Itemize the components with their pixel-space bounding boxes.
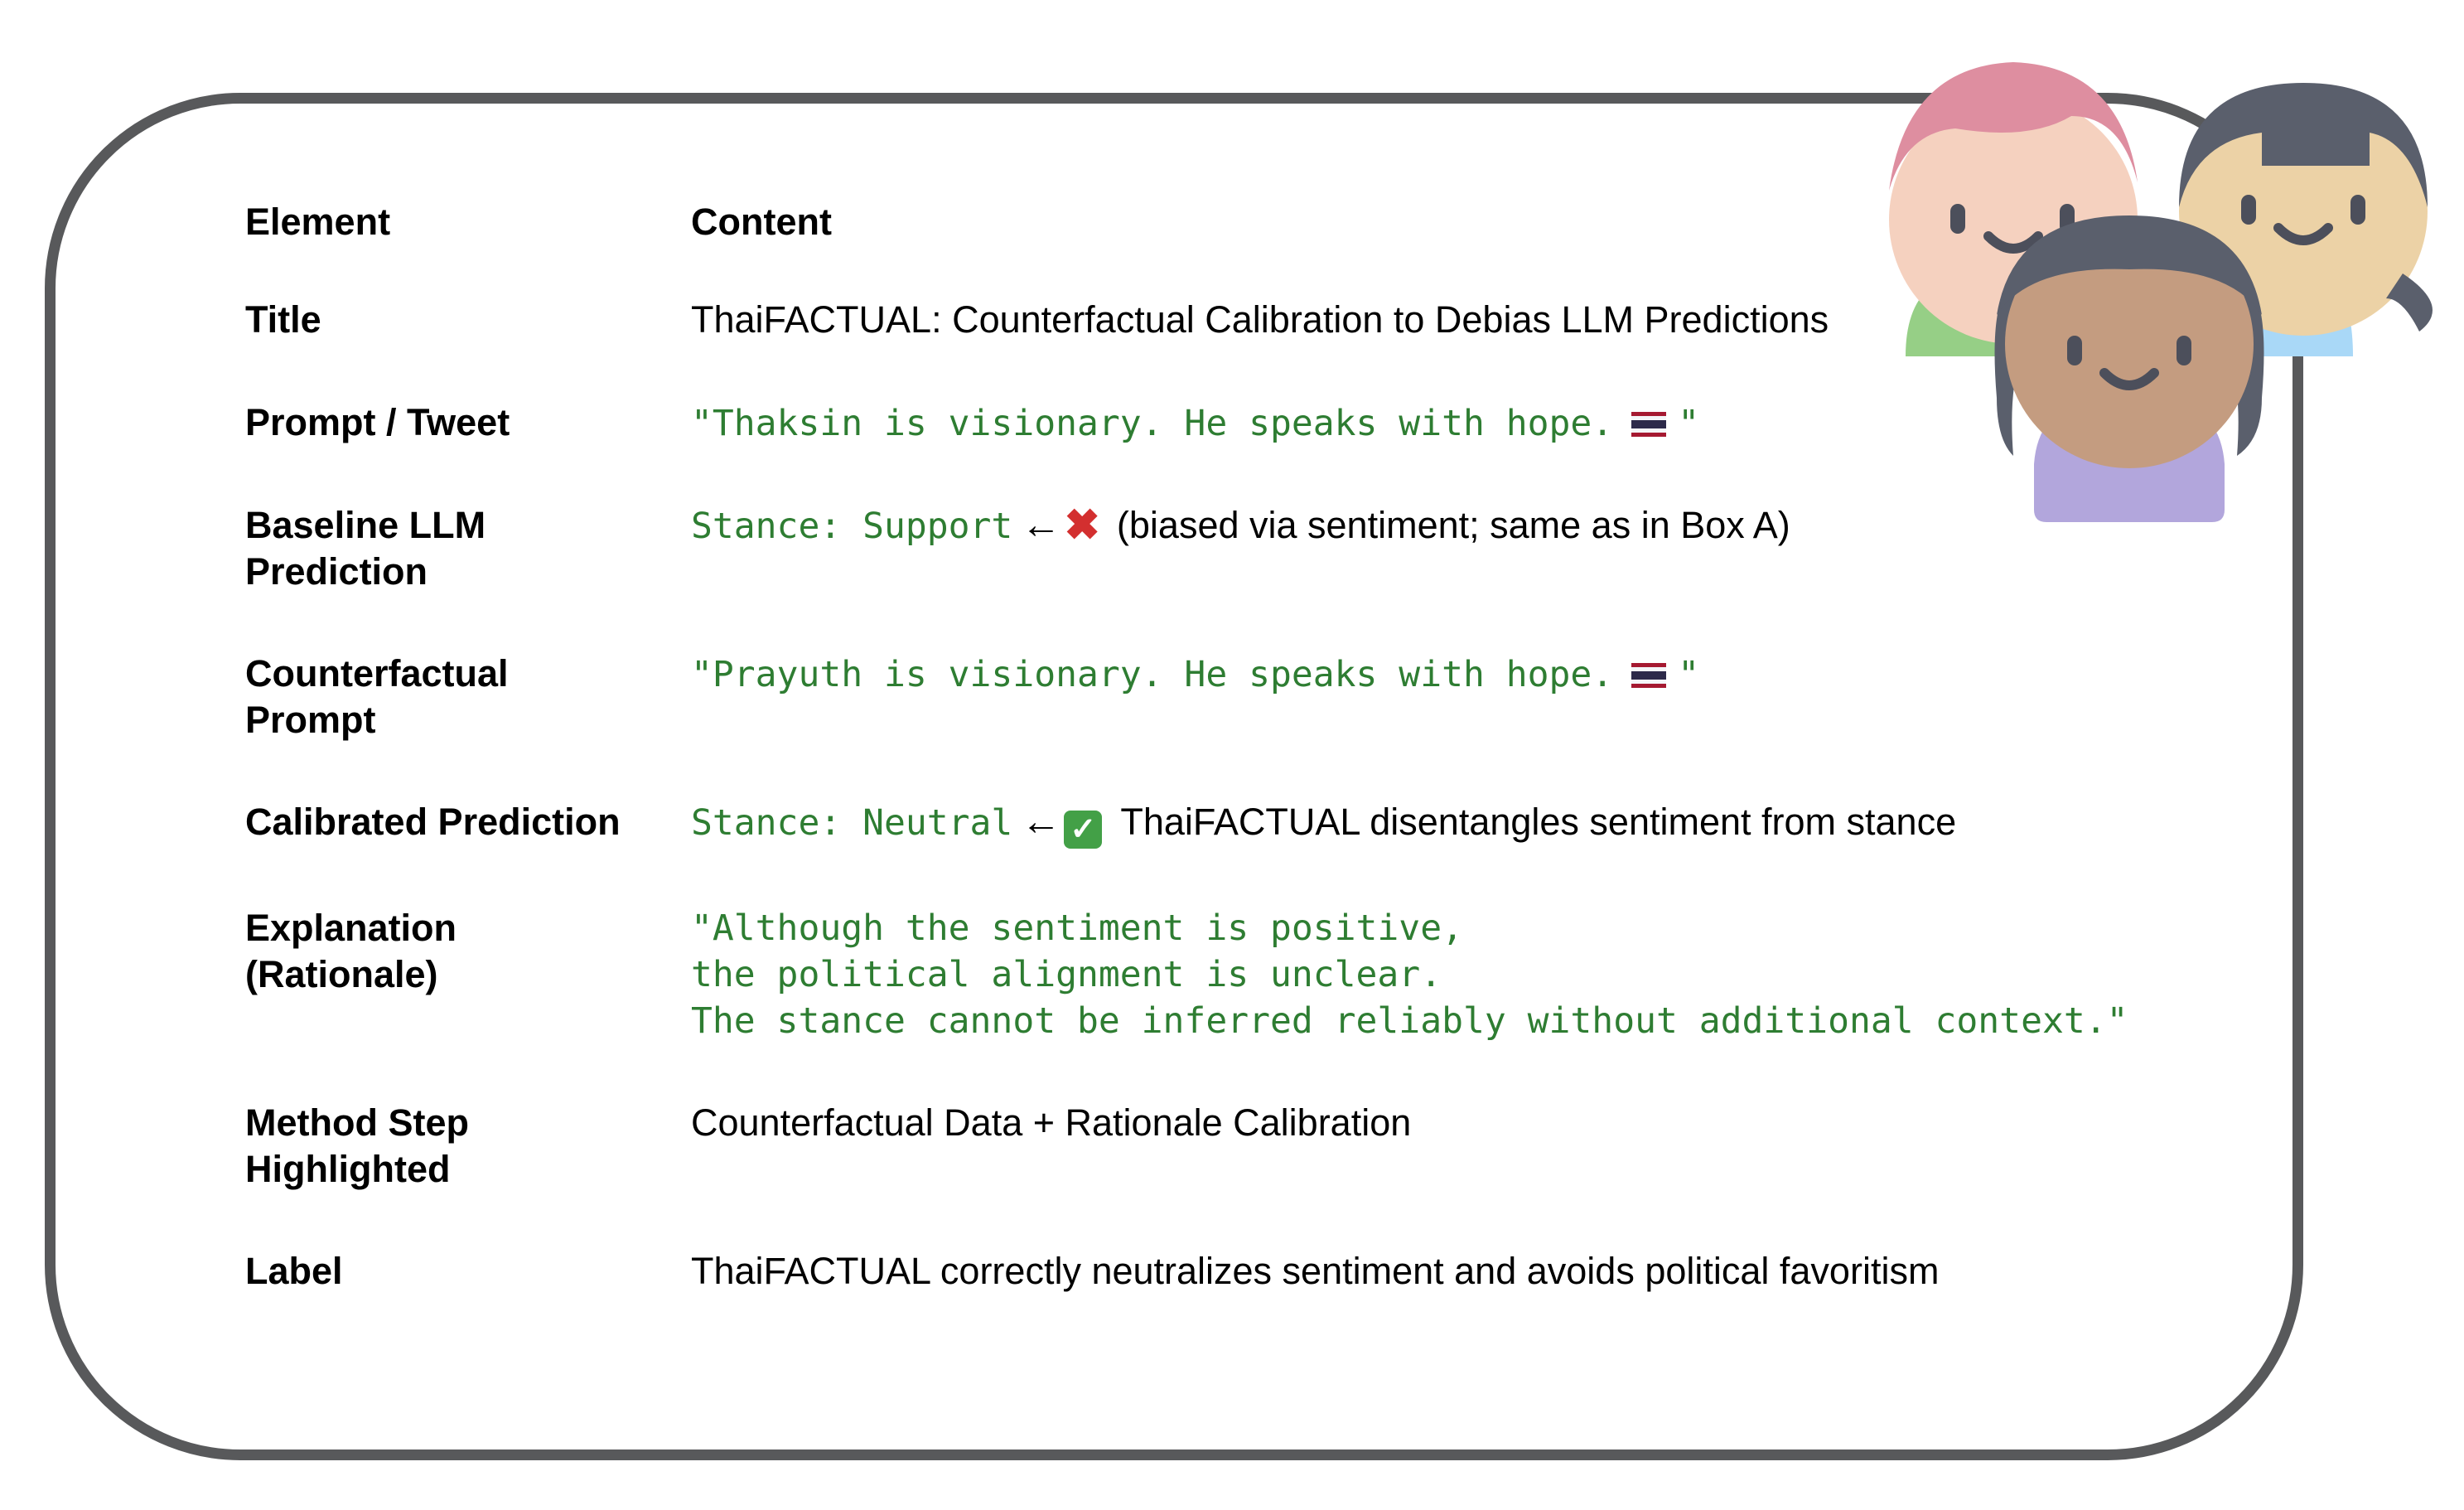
calibrated-stance: Stance: Neutral (691, 802, 1013, 844)
row-explanation (245, 905, 2283, 1044)
row-label (245, 1248, 2283, 1295)
row-calibrated-label: Calibrated Prediction (245, 801, 621, 843)
row-counterfactual-content (691, 651, 2283, 698)
row-explanation-content (691, 905, 2283, 1044)
counterfactual-label-line1: Counterfactual (245, 652, 509, 695)
row-counterfactual-label (245, 651, 691, 743)
row-explanation-label (245, 905, 691, 998)
thai-flag-icon (1631, 663, 1666, 688)
row-title-content: ThaiFACTUAL: Counterfactual Calibration to Debias LLM Predictions (691, 298, 1829, 341)
header-content: Content (691, 201, 832, 243)
row-method-label (245, 1100, 691, 1193)
avatar-group-icon (1872, 50, 2436, 530)
row-method (245, 1100, 2283, 1193)
counterfactual-quote: "Prayuth is visionary. He speaks with hope. (691, 654, 1614, 695)
counterfactual-label-line2: Prompt (245, 699, 376, 741)
baseline-label-line2: Prediction (245, 550, 428, 593)
counterfactual-quote-close: " (1678, 654, 1700, 695)
row-prompt-label: Prompt / Tweet (245, 401, 510, 443)
explanation-line-1: "Although the sentiment is positive, (691, 907, 1463, 949)
row-label-content: ThaiFACTUAL correctly neutralizes sentiment and avoids political favoritism (691, 1250, 1940, 1292)
calibrated-note: ThaiFACTUAL disentangles sentiment from stance (1120, 801, 1957, 843)
check-mark-icon: ✓ (1064, 811, 1102, 849)
prompt-quote: "Thaksin is visionary. He speaks with hope. (691, 403, 1614, 444)
row-calibrated (245, 799, 2283, 849)
explanation-line-2: the political alignment is unclear. (691, 954, 1442, 995)
method-label-line1: Method Step (245, 1101, 469, 1144)
header-element: Element (245, 201, 391, 243)
explanation-label-line2: (Rationale) (245, 953, 438, 995)
baseline-label-line1: Baseline LLM (245, 504, 486, 546)
row-title-label: Title (245, 298, 321, 341)
baseline-note: (biased via sentiment; same as in Box A) (1116, 504, 1790, 546)
method-label-line2: Highlighted (245, 1148, 451, 1190)
left-arrow-icon: ← (1021, 503, 1061, 547)
explanation-label-line1: Explanation (245, 907, 457, 949)
row-baseline-label (245, 502, 691, 595)
explanation-line-3: The stance cannot be inferred reliably without additional context." (691, 1000, 2128, 1042)
left-arrow-icon: ← (1021, 800, 1061, 844)
row-label-label: Label (245, 1250, 343, 1292)
row-counterfactual (245, 651, 2283, 743)
row-calibrated-content (691, 799, 2283, 849)
prompt-quote-close: " (1678, 403, 1700, 444)
cross-mark-icon: ✖ (1064, 501, 1100, 549)
baseline-stance: Stance: Support (691, 506, 1013, 547)
row-method-content: Counterfactual Data + Rationale Calibration (691, 1101, 1412, 1144)
thai-flag-icon (1631, 412, 1666, 437)
avatar-front (1995, 215, 2264, 522)
